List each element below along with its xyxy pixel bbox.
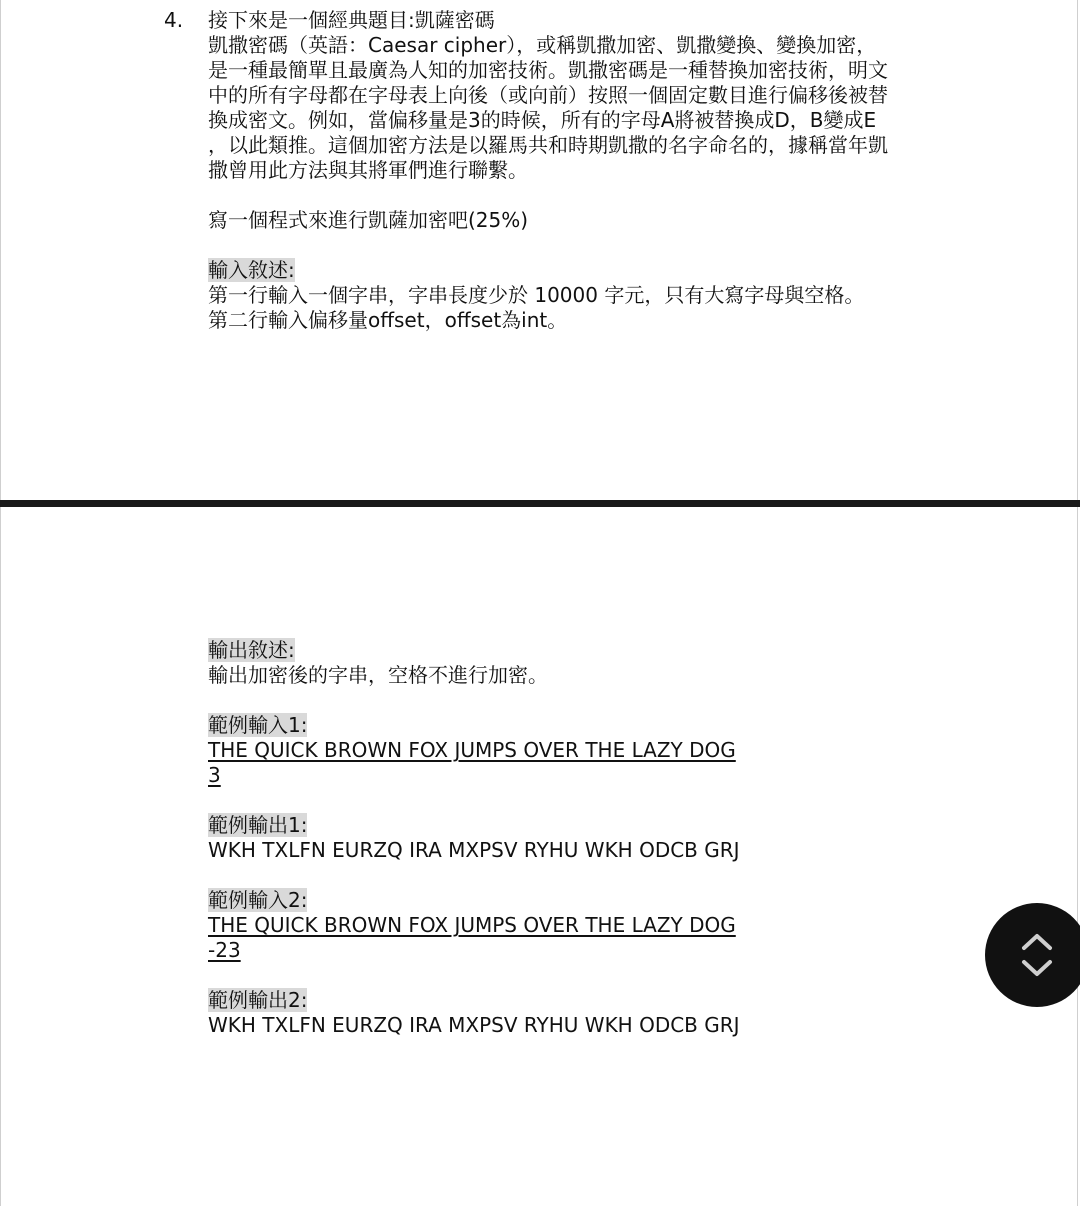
input-heading (208, 258, 295, 283)
sample-input-2-line: -23 (208, 938, 241, 962)
sample-output-2-heading-text: 範例輸出2: (208, 988, 308, 1012)
description-line: 是一種最簡單且最廣為人知的加密技術。凱撒密碼是一種替換加密技術，明文 (208, 58, 888, 82)
description-line: 撒曾用此方法與其將軍們進行聯繫。 (208, 158, 528, 182)
sample-input-1-line: 3 (208, 763, 221, 787)
question-title: 接下來是一個經典題目:凱薩密碼 (208, 8, 495, 32)
sample-input-2-heading-text: 範例輸入2: (208, 888, 308, 912)
chevron-up-icon[interactable] (1020, 931, 1054, 951)
sample-input-2-line: THE QUICK BROWN FOX JUMPS OVER THE LAZY DOG (208, 913, 736, 937)
description-line: 換成密文。例如，當偏移量是3的時候，所有的字母A將被替換成D，B變成E (208, 108, 877, 132)
task-statement: 寫一個程式來進行凱薩加密吧(25%) (208, 208, 529, 232)
description-line: 凱撒密碼（英語：Caesar cipher），或稱凱撒加密、凱撒變換、變換加密， (208, 33, 877, 57)
sample-output-2: WKH TXLFN EURZQ IRA MXPSV RYHU WKH ODCB GRJ (208, 1013, 740, 1037)
sample-input-1-heading (208, 713, 307, 738)
chevron-down-icon[interactable] (1020, 959, 1054, 979)
document-page-1 (0, 0, 1078, 500)
sample-output-1: WKH TXLFN EURZQ IRA MXPSV RYHU WKH ODCB GRJ (208, 838, 740, 862)
description-line: 中的所有字母都在字母表上向後（或向前）按照一個固定數目進行偏移後被替 (208, 83, 888, 107)
output-heading-text: 輸出敘述: (208, 638, 295, 662)
input-description-line: 第一行輸入一個字串，字串長度少於 10000 字元，只有大寫字母與空格。 (208, 283, 865, 307)
sample-input-1-line: THE QUICK BROWN FOX JUMPS OVER THE LAZY DOG (208, 738, 736, 762)
document-page-2 (0, 507, 1078, 1206)
list-item-number: 4. (164, 8, 184, 32)
page-separator (0, 500, 1080, 507)
description-line: ，以此類推。這個加密方法是以羅馬共和時期凱撒的名字命名的，據稱當年凱 (208, 133, 888, 157)
sample-output-1-heading (208, 813, 307, 838)
sample-output-1-heading-text: 範例輸出1: (208, 813, 308, 837)
input-heading-text: 輸入敘述: (208, 258, 295, 282)
page-navigation-button[interactable] (985, 903, 1080, 1007)
sample-input-1-heading-text: 範例輸入1: (208, 713, 308, 737)
sample-input-2-heading (208, 888, 307, 913)
output-heading (208, 638, 295, 663)
input-description-line: 第二行輸入偏移量offset，offset為int。 (208, 308, 568, 332)
output-description: 輸出加密後的字串，空格不進行加密。 (208, 663, 548, 687)
sample-output-2-heading (208, 988, 307, 1013)
